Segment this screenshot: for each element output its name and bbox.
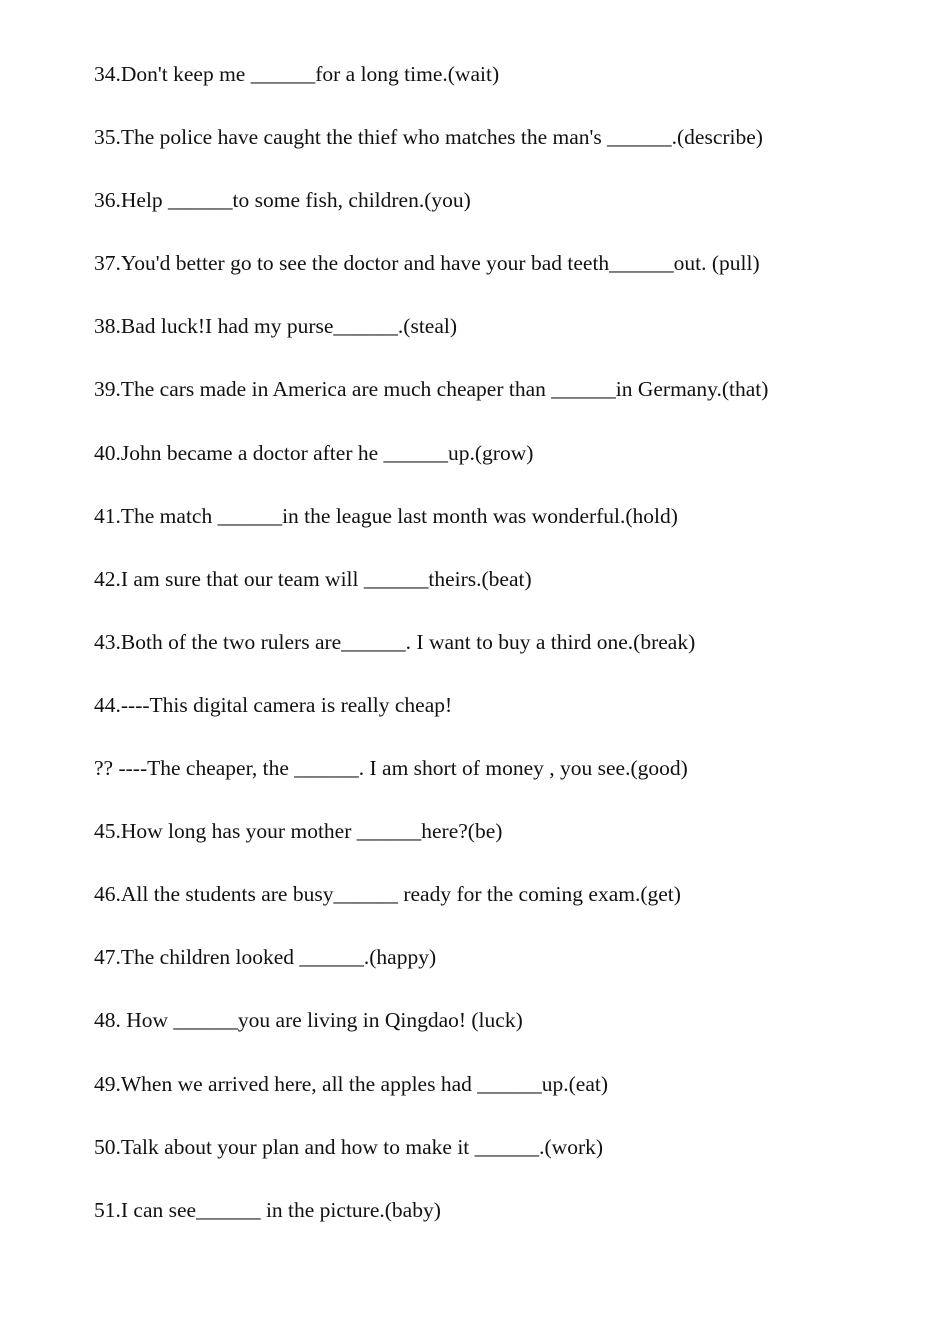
exercise-39: 39.The cars made in America are much cheaper than ______in Germany.(that) — [94, 377, 769, 402]
exercise-46: 46.All the students are busy______ ready for the coming exam.(get) — [94, 882, 681, 907]
exercise-49: 49.When we arrived here, all the apples had ______up.(eat) — [94, 1071, 609, 1096]
exercise-43: 43.Both of the two rulers are______. I want to buy a third one.(break) — [94, 629, 696, 654]
exercise-list — [94, 60, 914, 1259]
exercise-42: 42.I am sure that our team will ______theirs.(beat) — [94, 566, 532, 591]
exercise-36: 36.Help ______to some fish, children.(you) — [94, 188, 471, 213]
exercise-40: 40.John became a doctor after he ______up.(grow) — [94, 440, 534, 465]
exercise-48: 48. How ______you are living in Qingdao! (luck) — [94, 1008, 523, 1033]
exercise-34: 34.Don't keep me ______for a long time.(wait) — [94, 62, 500, 86]
exercise-41: 41.The match ______in the league last month was wonderful.(hold) — [94, 503, 678, 528]
exercise-35: 35.The police have caught the thief who matches the man's ______.(describe) — [94, 125, 763, 150]
exercise-51: 51.I can see______ in the picture.(baby) — [94, 1197, 441, 1222]
exercise-37: 37.You'd better go to see the doctor and have your bad teeth______out. (pull) — [94, 251, 760, 276]
exercise-47: 47.The children looked ______.(happy) — [94, 945, 437, 970]
exercise-44-response: ?? ----The cheaper, the ______. I am short of money , you see.(good) — [94, 756, 688, 781]
exercise-44-prompt: 44.----This digital camera is really cheap! — [94, 692, 453, 717]
exercise-38: 38.Bad luck!I had my purse______.(steal) — [94, 314, 458, 339]
exercise-50: 50.Talk about your plan and how to make it ______.(work) — [94, 1134, 604, 1159]
exercise-45: 45.How long has your mother ______here?(be) — [94, 819, 503, 844]
